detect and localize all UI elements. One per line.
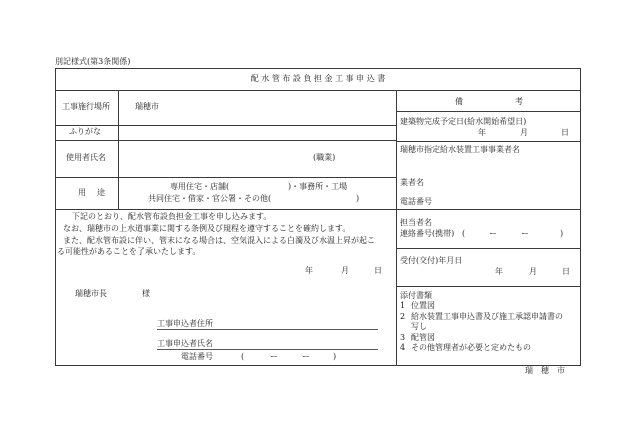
- completion-date-day: 日: [561, 128, 569, 137]
- furigana-label: ふりがな: [69, 127, 101, 136]
- contact-phone-separator: ー: [489, 229, 497, 238]
- row-rule-usage: [55, 209, 396, 210]
- attachment-item-text: その他管理者が必要と定めたもの: [411, 343, 531, 352]
- attachment-item-number: 4: [400, 343, 406, 352]
- attachment-item-number: 2: [400, 312, 406, 321]
- row-rule-site: [55, 125, 396, 126]
- contractor-name-label: 業者名: [400, 178, 424, 187]
- completion-date-label: 建築物完成予定日(給水開始希望日): [400, 117, 527, 126]
- addressee-name: 瑞穂市長: [75, 289, 107, 298]
- usage-options-line2-open: 共同住宅・借家・官公署・その他(: [148, 194, 272, 203]
- reception-date-year: 年: [495, 267, 503, 276]
- application-date-month: 月: [341, 266, 349, 275]
- remarks-rule-contractor: [396, 209, 581, 210]
- remarks-rule-completion: [396, 141, 581, 142]
- application-date-year: 年: [305, 266, 313, 275]
- applicant-name-underline: [157, 349, 378, 350]
- row-rule-furigana: [55, 140, 396, 141]
- completion-date-month: 月: [520, 128, 528, 137]
- applicant-phone-separator: ー: [270, 352, 278, 361]
- contact-person-label: 担当者名: [400, 218, 432, 227]
- attachment-item-number: 1: [400, 301, 406, 310]
- statement-line: なお、瑞穂市の上水道事業に関する条例及び規程を遵守することを確約します。: [63, 224, 351, 233]
- usage-options-line1-close: )・事務所・工場: [288, 182, 348, 191]
- applicant-phone-open-paren: (: [241, 352, 245, 361]
- applicant-phone-label: 電話番号: [181, 352, 213, 361]
- applicant-name-label: 工事申込者氏名: [157, 339, 213, 348]
- form-reference: 別記様式(第3条関係): [55, 57, 131, 66]
- user-name-label: 使用者氏名: [66, 153, 106, 162]
- statement-line: る可能性があることを了承いたします。: [57, 247, 201, 256]
- reception-date-month: 月: [529, 267, 537, 276]
- applicant-phone-close-paren: ): [333, 352, 337, 361]
- statement-line: また、配水管布設に伴い、管末になる場合は、空気混入による白濁及び水温上昇が起こ: [63, 236, 375, 245]
- form-title: 配 水 管 布 設 負 担 金 工 事 申 込 書: [250, 74, 386, 83]
- attachment-item-text: 給水装置工事申込書及び施工承認申請書の: [411, 312, 563, 321]
- applicant-address-underline: [157, 329, 378, 330]
- usage-options-line1-open: 専用住宅・店舗(: [170, 182, 230, 191]
- remarks-rule-contact: [396, 248, 581, 249]
- attachment-item-text: 配管図: [411, 333, 435, 342]
- site-label: 工事施行場所: [62, 102, 110, 111]
- application-date-day: 日: [374, 266, 382, 275]
- label-column-divider: [118, 90, 119, 209]
- remarks-rule-reception: [396, 286, 581, 287]
- applicant-phone-separator: ー: [302, 352, 310, 361]
- contractor-phone-label: 電話番号: [400, 197, 432, 206]
- site-value: 瑞穂市: [135, 102, 159, 111]
- occupation-label: (職業): [313, 153, 336, 162]
- row-rule-user-name: [55, 177, 396, 178]
- contact-phone-close-paren: ): [560, 229, 564, 238]
- title-row-rule: [55, 90, 581, 91]
- remarks-header-rule: [396, 111, 581, 112]
- attachments-label: 添付書類: [400, 291, 432, 300]
- usage-options-line2-close: ): [356, 194, 360, 203]
- usage-label-char-2: 途: [97, 188, 105, 197]
- issuer-name: 瑞 穂 市: [525, 366, 565, 375]
- reception-date-day: 日: [562, 267, 570, 276]
- remarks-header-char-2: 考: [515, 97, 523, 106]
- contractor-label: 瑞穂市指定給水装置工事事業者名: [400, 145, 520, 154]
- attachment-item-number: 3: [400, 333, 406, 342]
- attachment-item-text: 位置図: [411, 301, 435, 310]
- contact-phone-open-paren: (: [462, 229, 466, 238]
- applicant-address-label: 工事申込者住所: [157, 319, 213, 328]
- attachment-item-text-continuation: 写し: [411, 322, 427, 331]
- reception-date-label: 受付(交付)年月日: [400, 256, 463, 265]
- contact-phone-separator: ー: [521, 229, 529, 238]
- statement-line: 下記のとおり、配水管布設負担金工事を申し込みます。: [72, 212, 272, 221]
- remarks-column-divider: [396, 90, 397, 366]
- completion-date-year: 年: [478, 128, 486, 137]
- contact-phone-label: 連絡番号(携帯): [400, 229, 455, 238]
- addressee-honorific: 様: [142, 289, 150, 298]
- usage-label-char-1: 用: [78, 188, 86, 197]
- remarks-header-char-1: 備: [455, 97, 463, 106]
